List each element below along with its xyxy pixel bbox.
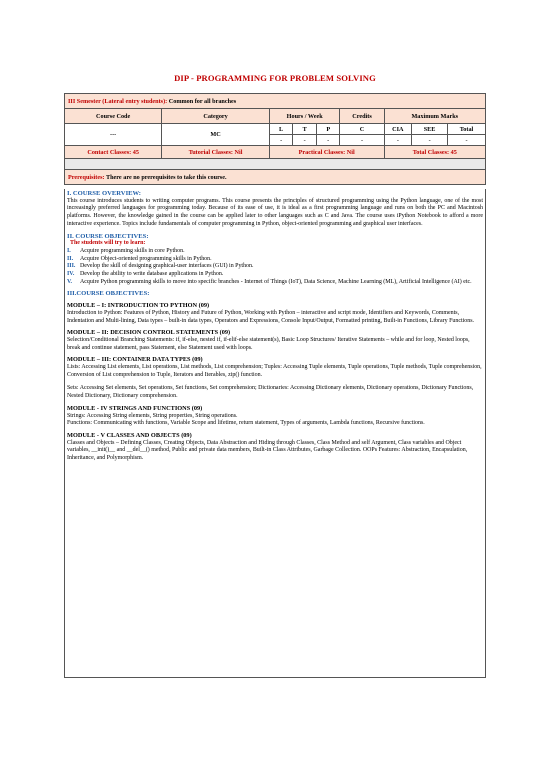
objective-number: III. bbox=[67, 263, 76, 270]
document-title: DIP - PROGRAMMING FOR PROBLEM SOLVING bbox=[174, 73, 376, 83]
value-C: - bbox=[340, 135, 384, 146]
module-heading: MODULE – II: DECISION CONTROL STATEMENTS (09) bbox=[67, 329, 231, 337]
module-text: Selection/Conditional Branching Statements: if, if-else, nested if, if-elif-else statement(s), Basic Loop Structures/ Iterative Statements – while and for loop, Nested loops, break and continue statement, pass Statement, else Statement used with loops. bbox=[67, 336, 470, 351]
module-heading: MODULE – I: INTRODUCTION TO PYTHON (09) bbox=[67, 302, 210, 310]
header-credits: Credits bbox=[340, 109, 384, 124]
course-objectives-heading-2: III.COURSE OBJECTIVES: bbox=[67, 290, 150, 298]
tutorial-classes: Tutorial Classes: Nil bbox=[162, 146, 270, 159]
course-header-table bbox=[64, 93, 486, 185]
header-course-code: Course Code bbox=[65, 109, 162, 124]
value-T: - bbox=[293, 135, 317, 146]
category-value: MC bbox=[162, 124, 270, 146]
sub-header-CIA: CIA bbox=[384, 124, 412, 135]
value-CIA: - bbox=[384, 135, 412, 146]
objective-text: Acquire Object-oriented programming skills in Python. bbox=[80, 255, 212, 262]
objectives-heading: II. COURSE OBJECTIVES: bbox=[67, 232, 149, 240]
objective-text: Acquire Python programming skills to move into specific branches - Internet of Things (IoT), Data Science, Machine Learning (ML), Artificial Intelligence (AI) etc. bbox=[80, 278, 472, 285]
sub-header-C: C bbox=[340, 124, 384, 135]
course-content bbox=[67, 190, 483, 463]
objective-item bbox=[67, 248, 483, 256]
objectives-list bbox=[67, 248, 483, 287]
objectives-intro: The students will try to learn: bbox=[70, 240, 146, 247]
prereq-value: There are no prerequisites to take this course. bbox=[104, 173, 227, 181]
value-Total: - bbox=[448, 135, 486, 146]
header-hours-week: Hours / Week bbox=[269, 109, 340, 124]
objective-item bbox=[67, 263, 483, 271]
value-SEE: - bbox=[412, 135, 448, 146]
header-category: Category bbox=[162, 109, 270, 124]
contact-classes: Contact Classes: 45 bbox=[65, 146, 162, 159]
sub-header-Total: Total bbox=[448, 124, 486, 135]
spacer-row bbox=[65, 159, 486, 170]
semester-row bbox=[65, 94, 486, 109]
overview-heading: I. COURSE OVERVIEW: bbox=[67, 190, 141, 197]
objective-item bbox=[67, 271, 483, 279]
value-P: - bbox=[316, 135, 340, 146]
prerequisites-row bbox=[65, 170, 486, 185]
objective-text: Develop the ability to write database applications in Python. bbox=[80, 271, 224, 278]
modules-list bbox=[67, 302, 483, 463]
objective-number: IV. bbox=[67, 271, 75, 278]
module-heading: MODULE - V CLASSES AND OBJECTS (09) bbox=[67, 431, 192, 439]
objective-number: II. bbox=[67, 255, 74, 262]
semester-value: Common for all branches bbox=[167, 97, 237, 105]
module-text: Lists: Accessing List elements, List operations, List methods, List comprehension; Tuples: Accessing Tuple elements, Tuple operations, Tuple methods, Tuple comprehension, Conversion of List comprehension to Tuple, Iterators and Iterables, zip() function. bbox=[67, 364, 482, 378]
module-text: Introduction to Python: Features of Python, History and Future of Python, Working with Python – interactive and script mode, Identifiers and Keywords, Comments, Indentation and Multi-lining, Data types – built-in data types, Operators and Expressions, Console Input/Output, Formatted printing, Built-in Functions, Library Functions. bbox=[67, 309, 474, 324]
objective-item bbox=[67, 279, 483, 287]
objective-text: Acquire programming skills in core Python. bbox=[80, 247, 185, 254]
module-text: Classes and Objects – Defining Classes, Creating Objects, Data Abstraction and Hiding through Classes, Class Method and self Argument, Class variables and Object variables, __init()__ and __del__() method, Public and private data members, Built-in Class Attributes, Garbage Collection. OOPs Features: Abstraction, Encapsulation, Inheritance, and Polymorphism. bbox=[67, 439, 468, 462]
total-classes: Total Classes: 45 bbox=[384, 146, 485, 159]
semester-label: III Semester (Lateral entry students): bbox=[68, 97, 168, 105]
practical-classes: Practical Classes: Nil bbox=[269, 146, 384, 159]
module-heading: MODULE – III: CONTAINER DATA TYPES (09) bbox=[67, 356, 203, 364]
module-text: Strings: Accessing String elements, String properties, String operations. Functions: Communicating with functions, Variable Scope and lifetime, return statement, Types of arguments, Lambda functions, Recursive functions. bbox=[67, 412, 425, 427]
overview-text: This course introduces students to writing computer programs. This course presents the principles of structured programming using the Python language, one of the most increasingly preferred languages for programming today. Because of its ease of use, it is ideal as a first programming language and runs on both the PC and Macintosh platforms. However, the knowledge gained in the course can be applied later to other languages such as C and Java. The course uses iPython Notebook to afford a more interactive experience. Topics include fundamentals of computer programming in Python, object-oriented programming and graphical user interfaces. bbox=[67, 197, 483, 227]
prereq-label: Prerequisites: bbox=[68, 173, 105, 181]
value-L: - bbox=[269, 135, 293, 146]
header-max-marks: Maximum Marks bbox=[384, 109, 485, 124]
objective-number: I. bbox=[67, 247, 71, 254]
sub-header-T: T bbox=[293, 124, 317, 135]
sub-header-L: L bbox=[269, 124, 293, 135]
sub-header-P: P bbox=[316, 124, 340, 135]
objective-text: Develop the skill of designing graphical-user interfaces (GUI) in Python. bbox=[80, 263, 254, 270]
module-text: Sets: Accessing Set elements, Set operations, Set functions, Set comprehension; Dictionaries: Accessing Dictionary elements, Dictionary operations, Dictionary Functions, Nested Dictionary, Dictionary comprehension. bbox=[67, 385, 474, 400]
sub-header-SEE: SEE bbox=[412, 124, 448, 135]
course-code-value: --- bbox=[65, 124, 162, 146]
objective-number: V. bbox=[67, 278, 73, 285]
module-heading: MODULE - IV STRINGS AND FUNCTIONS (09) bbox=[67, 404, 203, 412]
